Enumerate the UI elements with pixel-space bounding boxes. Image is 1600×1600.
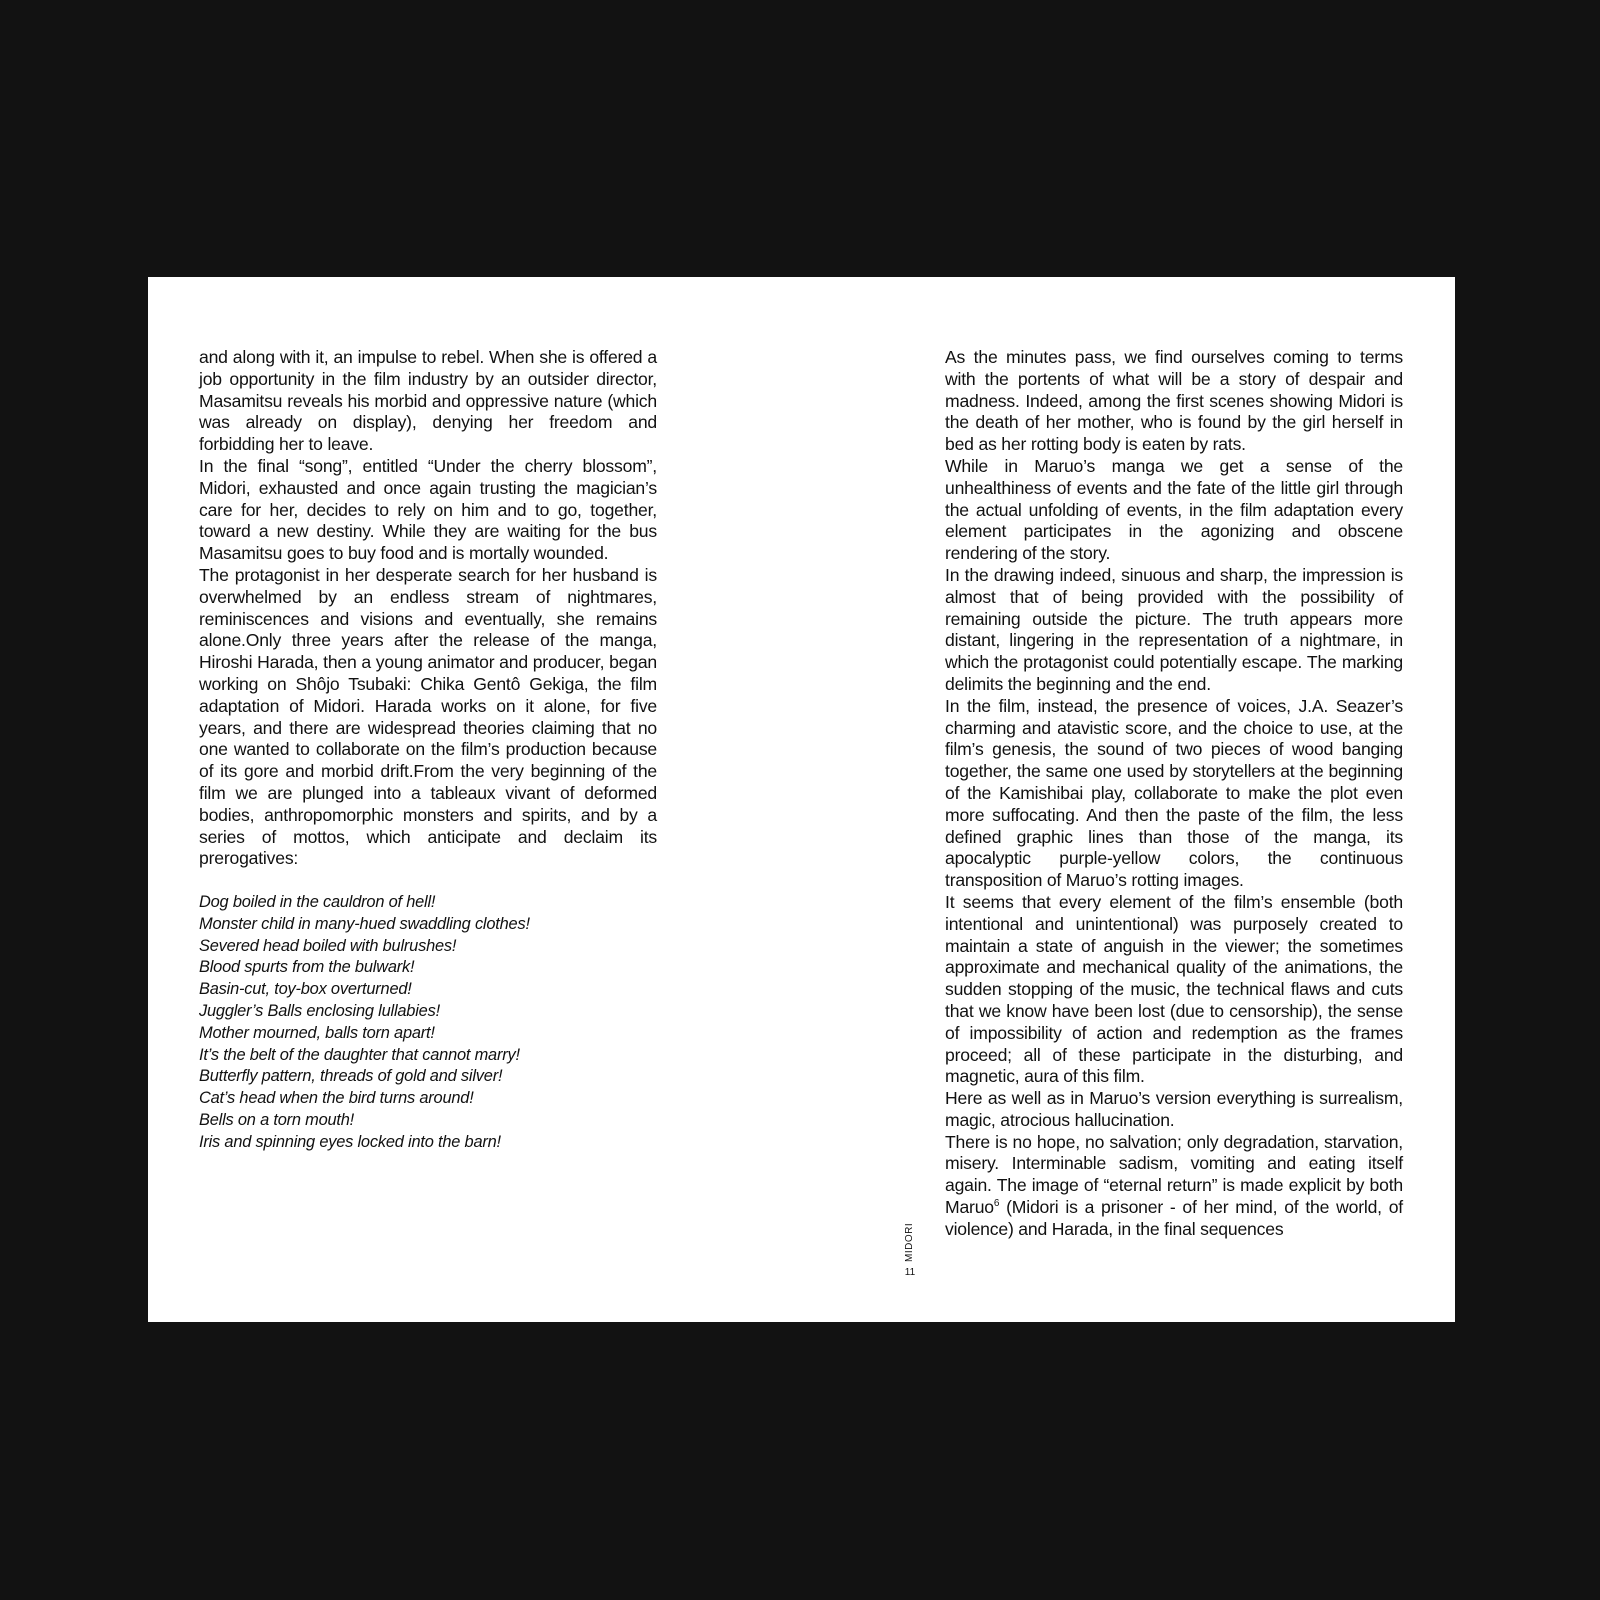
verse-block (199, 892, 657, 1154)
verse-line: Juggler’s Balls enclosing lullabies! (199, 1001, 440, 1020)
paragraph: While in Maruo’s manga we get a sense of the unhealthiness of events and the fate of the little girl through the actual unfolding of events, in the film adaptation every element participates in the agonizing and obscene rendering of the story. (945, 455, 1403, 564)
paragraph: Here as well as in Maruo’s version everything is surrealism, magic, atrocious hallucination. (945, 1088, 1403, 1130)
paragraph: In the film, instead, the presence of voices, J.A. Seazer’s charming and atavistic score, and the choice to use, at the film’s genesis, the sound of two pieces of wood banging together, the same one used by storytellers at the beginning of the Kamishibai play, collaborate to make the plot even more suffocating. And then the paste of the film, the less defined graphic lines than those of the manga, its apocalyptic purple-yellow colors, the continuous transposition of Maruo’s rotting images. (945, 695, 1403, 891)
footnote-reference[interactable]: 6 (993, 1198, 1000, 1210)
verse-line: Iris and spinning eyes locked into the barn! (199, 1132, 501, 1151)
verse-line: Cat’s head when the bird turns around! (199, 1089, 474, 1108)
paragraph: The protagonist in her desperate search for her husband is overwhelmed by an endless stream of nightmares, reminiscences and visions and eventually, she remains alone.Only three years after the release of the manga, Hiroshi Harada, then a young animator and producer, began working on Shôjo Tsubaki: Chika Gentô Gekiga, the film adaptation of Midori. Harada works on it alone, for five years, and there are widespread theories claiming that no one wanted to collaborate on the film’s production because of its gore and morbid drift.From the very beginning of the film we are plunged into a tableaux vivant of deformed bodies, anthropomorphic monsters and spirits, and by a series of mottos, which anticipate and declaim its prerogatives: (199, 564, 657, 869)
book-spread (148, 277, 1455, 1322)
left-column (199, 347, 657, 1153)
running-head: MIDORI (904, 1222, 915, 1262)
right-column (945, 347, 1403, 1241)
verse-line: Monster child in many-hued swaddling clothes! (199, 914, 530, 933)
verse-line: It’s the belt of the daughter that cannot marry! (199, 1045, 520, 1064)
verse-line: Mother mourned, balls torn apart! (199, 1023, 435, 1042)
verse-line: Bells on a torn mouth! (199, 1110, 355, 1129)
paragraph: In the final “song”, entitled “Under the cherry blossom”, Midori, exhausted and once again trusting the magician’s care for her, decides to rely on him and to go, together, toward a new destiny. While they are waiting for the bus Masamitsu goes to buy food and is mortally wounded. (199, 455, 657, 564)
page-number: 11 (904, 1267, 916, 1278)
paragraph-text: There is no hope, no salvation; only degradation, starvation, misery. Interminable sadism, vomiting and eating itself again. The image of “eternal return” is made explicit by both Maruo (945, 1131, 1403, 1218)
verse-line: Butterfly pattern, threads of gold and silver! (199, 1067, 503, 1086)
verse-line: Severed head boiled with bulrushes! (199, 936, 457, 955)
paragraph-with-footnote (945, 1132, 1403, 1241)
paragraph-text: (Midori is a prisoner - of her mind, of the world, of violence) and Harada, in the final sequences (945, 1197, 1403, 1239)
paragraph: As the minutes pass, we find ourselves coming to terms with the portents of what will be a story of despair and madness. Indeed, among the first scenes showing Midori is the death of her mother, who is found by the girl herself in bed as her rotting body is eaten by rats. (945, 347, 1403, 455)
paragraph: It seems that every element of the film’s ensemble (both intentional and unintentional) was purposely created to maintain a state of anguish in the viewer; the sometimes approximate and mechanical quality of the animations, the sudden stopping of the music, the technical flaws and cuts that we know have been lost (due to censorship), the sense of impossibility of action and redemption as the frames proceed; all of these participate in the disturbing, and magnetic, aura of this film. (945, 891, 1403, 1087)
paragraph: and along with it, an impulse to rebel. When she is offered a job opportunity in the film industry by an outsider director, Masamitsu reveals his morbid and oppressive nature (which was already on display), denying her freedom and forbidding her to leave. (199, 347, 657, 455)
verse-line: Blood spurts from the bulwark! (199, 958, 415, 977)
paragraph: In the drawing indeed, sinuous and sharp, the impression is almost that of being provided with the possibility of remaining outside the picture. The truth appears more distant, lingering in the representation of a nightmare, in which the protagonist could potentially escape. The marking delimits the beginning and the end. (945, 564, 1403, 694)
verse-line: Dog boiled in the cauldron of hell! (199, 892, 436, 911)
verse-line: Basin-cut, toy-box overturned! (199, 980, 412, 999)
